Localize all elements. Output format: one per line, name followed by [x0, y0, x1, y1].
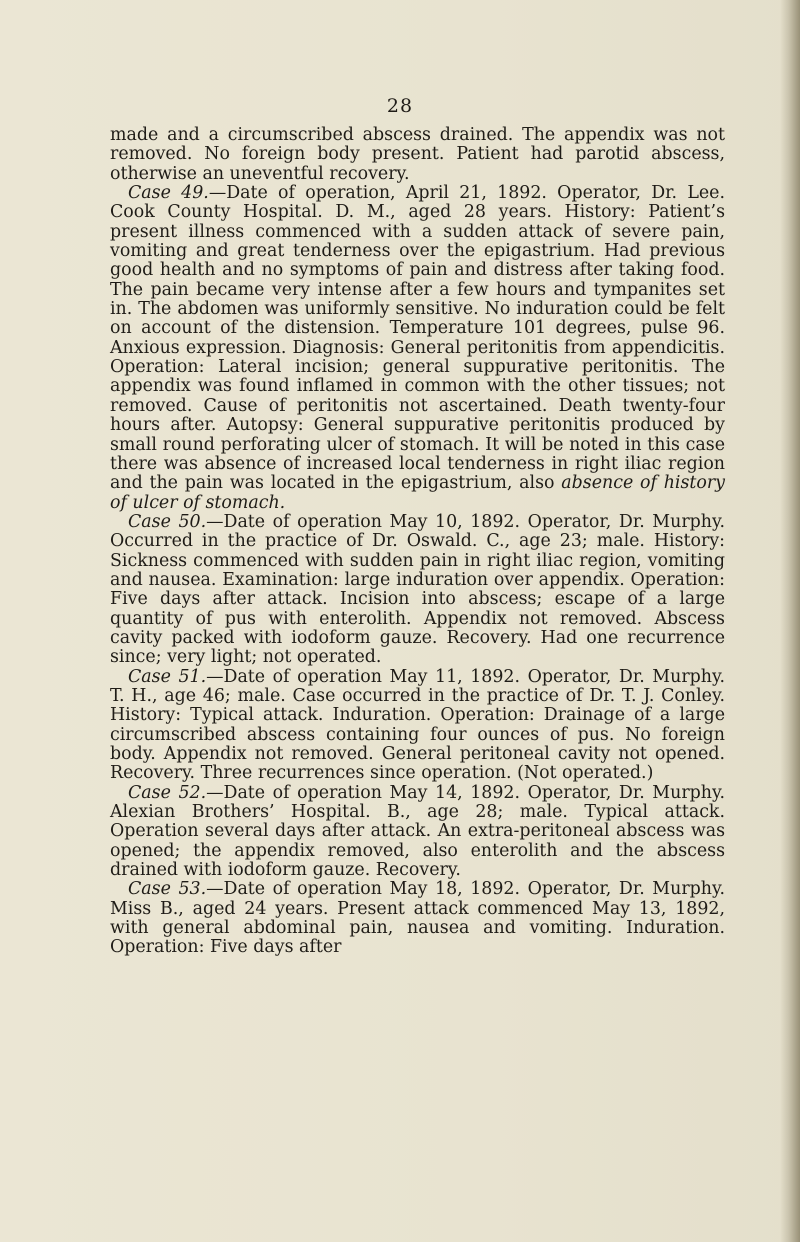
case-50-paragraph [110, 513, 725, 668]
paragraph-text: —Date of operation May 10, 1892. Operator, Dr. Murphy. Occurred in the practice of Dr. Oswald. C., age 23; male. History: Sickness commenced with sudden pain in right iliac region, vomiting and nausea. Examination: large induration over appendix. Operation: Five days after attack. Incision into abscess; escape of a large quantity of pus with enterolith. Appendix not removed. Abscess cavity packed with iodoform gauze. Recovery. Had one recurrence since; very light; not operated. [110, 511, 726, 668]
paragraph-continuation [110, 126, 725, 184]
emphasis-text: absence of history of ulcer of stomach. [110, 473, 725, 513]
paragraph-text: made and a circumscribed abscess drained. The appendix was not removed. No foreign body present. Patient had parotid abscess, otherwise an uneventful recovery. [110, 125, 725, 184]
paragraph-text: —Date of operation May 18, 1892. Operator, Dr. Murphy. Miss B., aged 24 years. Present attack commenced May 13, 1892, with general abdominal pain, nausea and vomiting. Induration. Operation: Five days after [110, 879, 726, 958]
case-label: Case 49. [128, 183, 209, 204]
paragraph-text: —Date of operation May 14, 1892. Operator, Dr. Murphy. Alexian Brothers’ Hospital. B., age 28; male. Typical attack. Operation several days after attack. An extra-peritoneal abscess was opened; the appendix removed, also enterolith and the abscess drained with iodoform gauze. Recovery. [110, 782, 726, 881]
paragraph-text: —Date of operation, April 21, 1892. Operator, Dr. Lee. Cook County Hospital. D. M., aged 28 years. History: Patient’s present illness commenced with a sudden attack of severe pain, vomiting and great tenderness over the epigastrium. Had previous good health and no symptoms of pain and distress after taking food. The pain became very intense after a few hours and tympanites set in. The abdomen was uniformly sensitive. No induration could be felt on account of the distension. Temperature 101 degrees, pulse 96. Anxious expression. Diagnosis: General peritonitis from appendicitis. Operation: Lateral incision; general suppurative peritonitis. The appendix was found inflamed in common with the other tissues; not removed. Cause of peritonitis not ascertained. Death twenty-four hours after. Autopsy: General suppurative peritonitis produced by small round perforating ulcer of stomach. It will be noted in this case there was absence of increased local tenderness in right iliac region and the pain was located in the epigastrium, also [110, 183, 725, 494]
case-53-paragraph [110, 880, 725, 957]
case-label: Case 50. [128, 511, 207, 532]
page-number: 28 [386, 95, 414, 117]
case-51-paragraph [110, 668, 725, 784]
body-text [110, 126, 725, 958]
page-edge-shadow [780, 0, 800, 1242]
case-label: Case 53. [128, 879, 207, 900]
case-49-paragraph [110, 184, 725, 513]
paragraph-text: —Date of operation May 11, 1892. Operator, Dr. Murphy. T. H., age 46; male. Case occurred in the practice of Dr. T. J. Conley. History: Typical attack. Induration. Operation: Drainage of a large circumscribed abscess containing four ounces of pus. No foreign body. Appendix not removed. General peritoneal cavity not opened. Recovery. Three recurrences since operation. (Not operated.) [110, 666, 726, 784]
case-label: Case 52. [128, 782, 207, 803]
case-52-paragraph [110, 784, 725, 881]
case-label: Case 51. [128, 666, 207, 687]
